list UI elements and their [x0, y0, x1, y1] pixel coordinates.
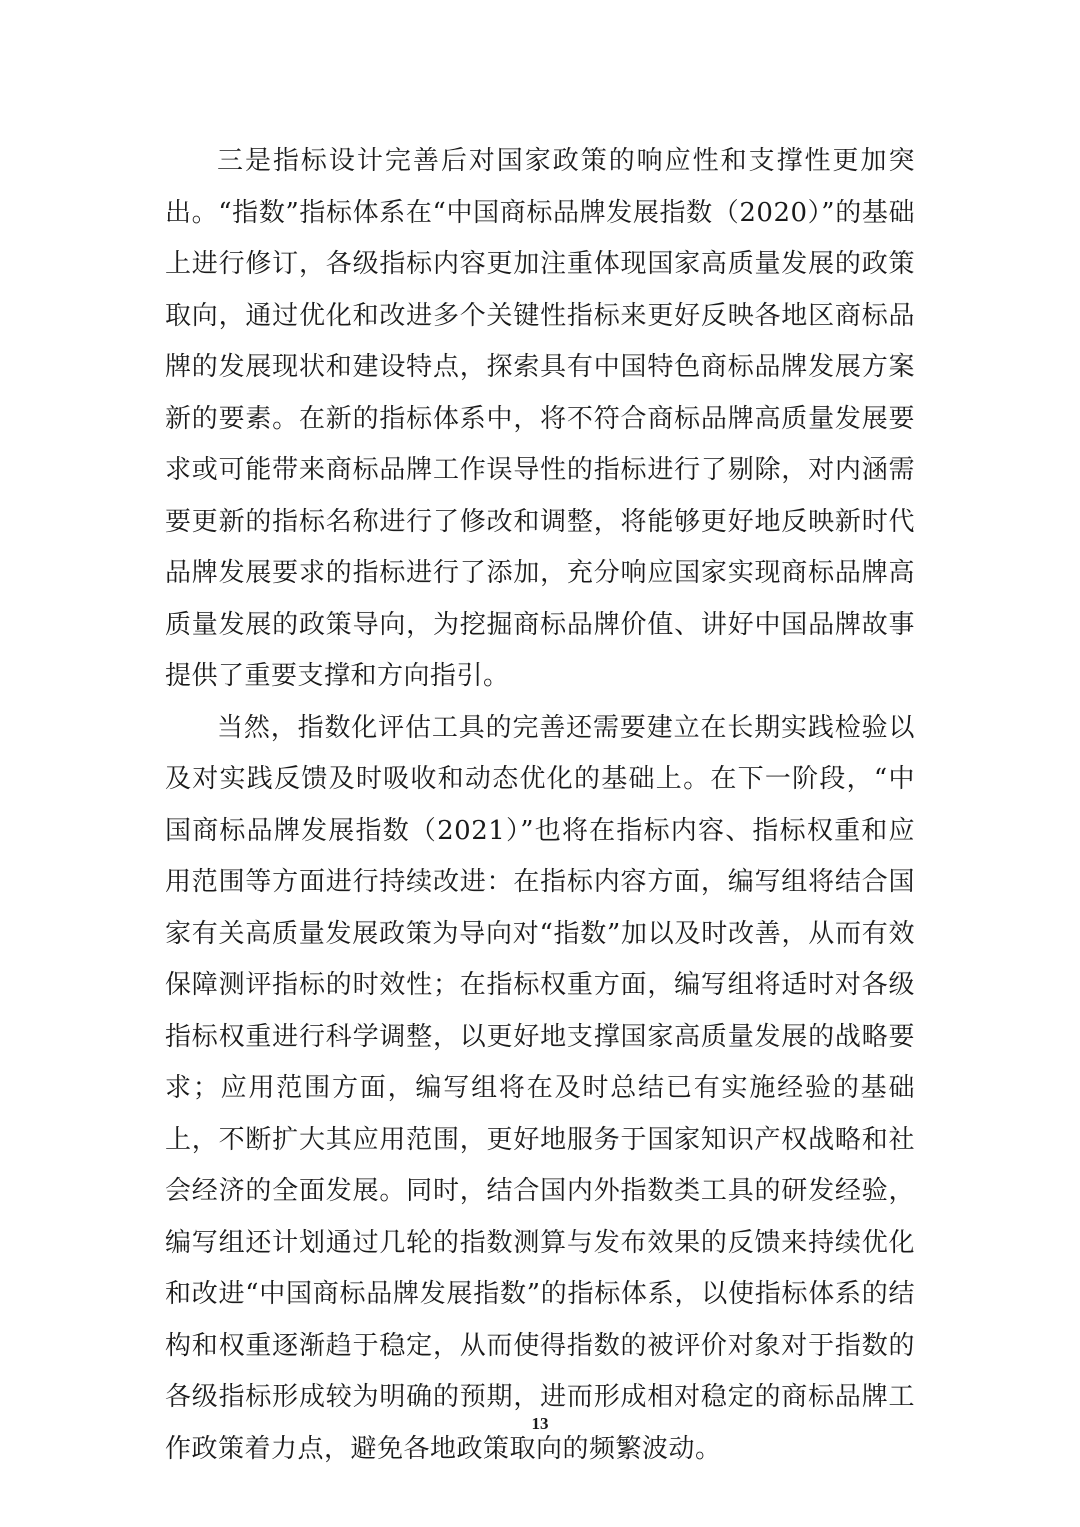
page-number: 13 [531, 1414, 549, 1433]
paragraph-policy-responsiveness: 三是指标设计完善后对国家政策的响应性和支撑性更加突出。“指数”指标体系在“中国商标品牌发展指数（2020）”的基础上进行修订，各级指标内容更加注重体现国家高质量发展的政策取向，通过优化和改进多个关键性指标来更好反映各地区商标品牌的发展现状和建设特点，探索具有中国特色商标品牌发展方案新的要素。在新的指标体系中，将不符合商标品牌高质量发展要求或可能带来商标品牌工作误导性的指标进行了剔除，对内涵需要更新的指标名称进行了修改和调整，将能够更好地反映新时代品牌发展要求的指标进行了添加，充分响应国家实现商标品牌高质量发展的政策导向，为挖掘商标品牌价值、讲好中国品牌故事提供了重要支撑和方向指引。 [165, 146, 915, 691]
paragraph-future-improvement: 当然，指数化评估工具的完善还需要建立在长期实践检验以及对实践反馈及时吸收和动态优化的基础上。在下一阶段，“中国商标品牌发展指数（2021）”也将在指标内容、指标权重和应用范围等方面进行持续改进：在指标内容方面，编写组将结合国家有关高质量发展政策为导向对“指数”加以及时改善，从而有效保障测评指标的时效性；在指标权重方面，编写组将适时对各级指标权重进行科学调整，以更好地支撑国家高质量发展的战略要求；应用范围方面，编写组将在及时总结已有实施经验的基础上，不断扩大其应用范围，更好地服务于国家知识产权战略和社会经济的全面发展。同时，结合国内外指数类工具的研发经验，编写组还计划通过几轮的指数测算与发布效果的反馈来持续优化和改进“中国商标品牌发展指数”的指标体系，以使指标体系的结构和权重逐渐趋于稳定，从而使得指数的被评价对象对于指数的各级指标形成较为明确的预期，进而形成相对稳定的商标品牌工作政策着力点，避免各地政策取向的频繁波动。 [165, 712, 915, 1464]
body-text [165, 136, 915, 1475]
